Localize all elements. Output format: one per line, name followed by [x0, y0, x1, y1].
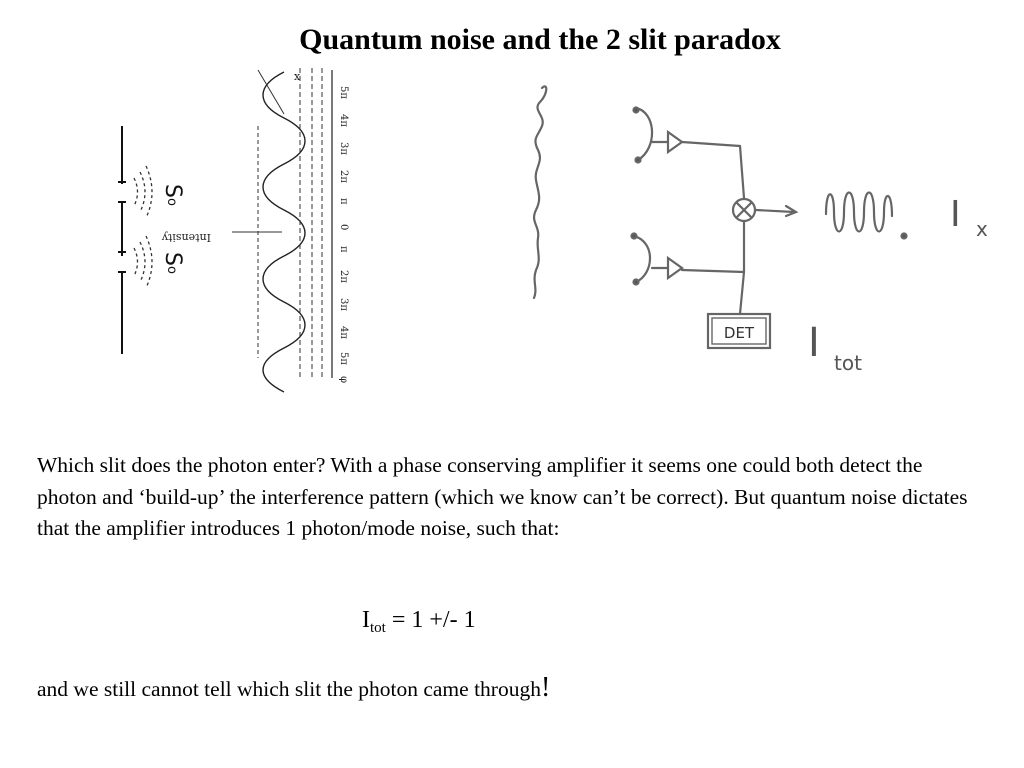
x-axis-label: x [294, 70, 301, 83]
closing-text: and we still cannot tell which slit the photon came through [37, 677, 541, 701]
double-slit-interference-sketch [108, 66, 370, 400]
equation-subscript: tot [370, 620, 386, 636]
upper-slit-bracket [636, 108, 652, 160]
noise-squiggle [518, 80, 558, 305]
upper-amplifier-icon [668, 132, 682, 152]
lower-slit-bracket [634, 236, 650, 282]
lower-amplifier-icon [668, 258, 682, 278]
phase-tick: 2π [338, 170, 349, 183]
phase-tick: 4π [338, 114, 349, 127]
phase-tick: 5π [338, 86, 349, 99]
source-subscript-bottom: o [164, 266, 179, 274]
phase-tick: 3π [338, 142, 349, 155]
phase-tick: 5π [338, 352, 349, 365]
phase-tick: 2π [338, 270, 349, 283]
source-label-top: S [160, 184, 185, 198]
wavefronts [134, 166, 152, 288]
equation-lhs: I [362, 607, 370, 633]
closing-sentence [37, 673, 550, 704]
itot-subscript: tot [834, 351, 862, 375]
phase-tick-labels [338, 86, 349, 383]
phase-tick: 3π [338, 298, 349, 311]
body-paragraph: Which slit does the photon enter? With a phase conserving amplifier it seems one could both detect the photon and ‘build-up’ the interference pattern (which we know can’t be correct). But quantum noise dictates that the amplifier introduces 1 photon/mode noise, such that: [37, 453, 968, 540]
equation [362, 605, 476, 635]
phi-label: φ [338, 376, 349, 384]
slit-screen [118, 126, 126, 354]
detector-label: DET [723, 324, 755, 342]
itot-label: I [808, 320, 820, 366]
phase-tick: π [338, 246, 349, 253]
slide-title: Quantum noise and the 2 slit paradox [299, 23, 781, 56]
closing-exclamation: ! [540, 672, 551, 703]
phase-tick: 0 [338, 224, 349, 231]
intensity-label: Intensity [161, 231, 211, 244]
ix-label: I [950, 194, 961, 235]
phase-tick: π [338, 198, 349, 205]
ix-subscript: x [976, 217, 988, 241]
amplifier-detector-circuit [598, 98, 1024, 388]
oscillation-output [826, 193, 892, 232]
source-label-bottom: S [160, 252, 185, 266]
phase-tick: 4π [338, 326, 349, 339]
source-subscript-top: o [164, 198, 179, 206]
equation-rhs: = 1 +/- 1 [385, 607, 476, 633]
